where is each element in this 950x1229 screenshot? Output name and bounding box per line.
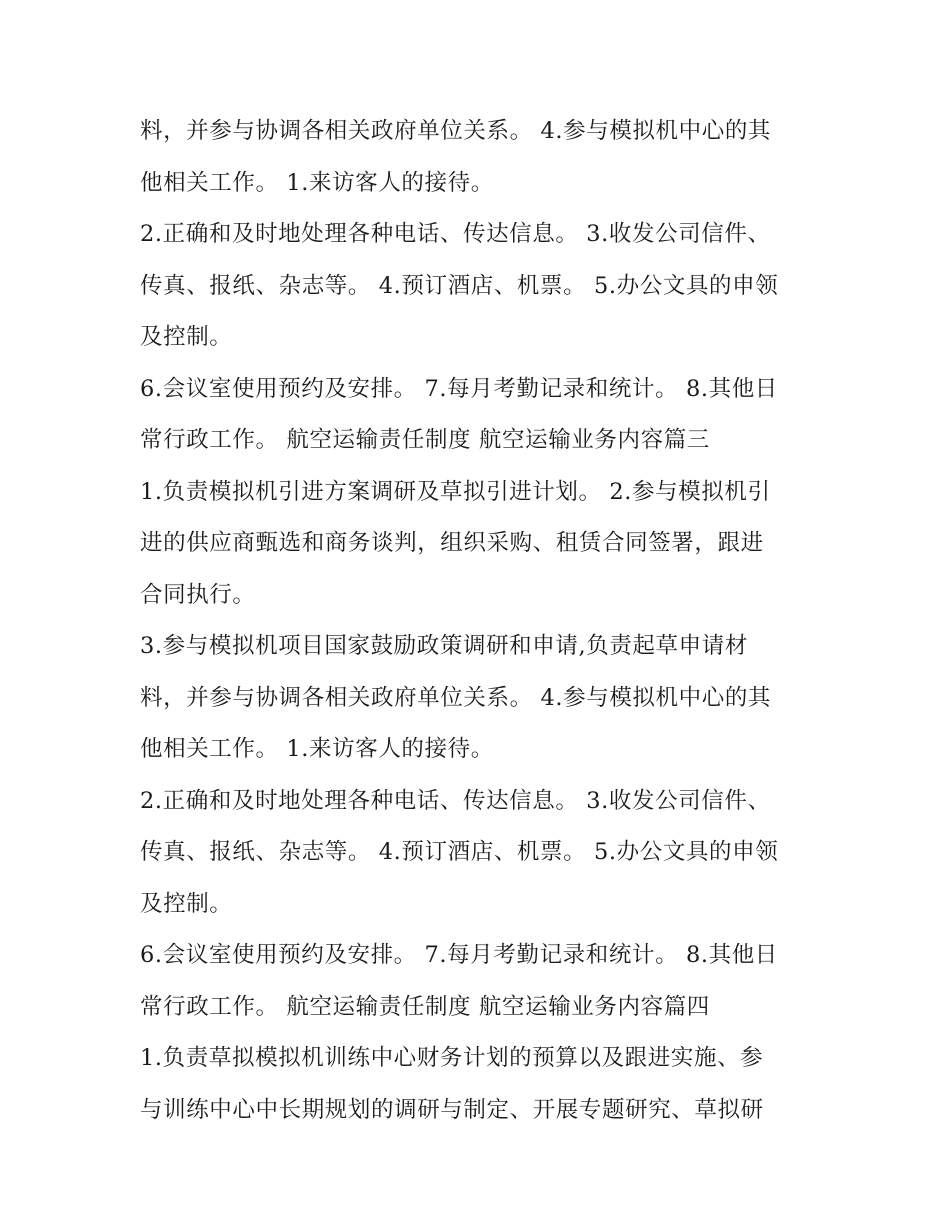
text-line: 常行政工作。 航空运输责任制度 航空运输业务内容篇四 bbox=[140, 993, 710, 1020]
text-line: 料，并参与协调各相关政府单位关系。 4.参与模拟机中心的其 bbox=[140, 684, 772, 711]
text-line: 及控制。 bbox=[140, 324, 233, 350]
text-line: 进的供应商甄选和商务谈判，组织采购、租赁合同签署，跟进 bbox=[140, 530, 764, 556]
text-line: 他相关工作。 1.来访客人的接待。 bbox=[140, 736, 494, 762]
text-line: 常行政工作。 航空运输责任制度 航空运输业务内容篇三 bbox=[140, 427, 710, 453]
text-line: 2.正确和及时地处理各种电话、传达信息。 3.收发公司信件、 bbox=[140, 787, 771, 814]
text-line: 2.正确和及时地处理各种电话、传达信息。 3.收发公司信件、 bbox=[140, 221, 771, 247]
text-line: 他相关工作。 1.来访客人的接待。 bbox=[140, 169, 494, 196]
text-line: 传真、报纸、杂志等。 4.预订酒店、机票。 5.办公文具的申领 bbox=[140, 272, 779, 299]
text-line: 料，并参与协调各相关政府单位关系。 4.参与模拟机中心的其 bbox=[140, 118, 772, 144]
text-line: 6.会议室使用预约及安排。 7.每月考勤记录和统计。 8.其他日 bbox=[140, 375, 778, 402]
text-line: 6.会议室使用预约及安排。 7.每月考勤记录和统计。 8.其他日 bbox=[140, 942, 778, 968]
document-body bbox=[140, 106, 820, 1136]
text-line: 与训练中心中长期规划的调研与制定、开展专题研究、草拟研 bbox=[140, 1096, 764, 1123]
text-line: 及控制。 bbox=[140, 890, 233, 917]
text-line: 合同执行。 bbox=[140, 581, 256, 608]
text-line: 1.负责草拟模拟机训练中心财务计划的预算以及跟进实施、参 bbox=[140, 1045, 764, 1071]
text-line: 1.负责模拟机引进方案调研及草拟引进计划。 2.参与模拟机引 bbox=[140, 478, 771, 505]
text-line: 3.参与模拟机项目国家鼓励政策调研和申请,负责起草申请材 bbox=[140, 633, 748, 659]
text-line: 传真、报纸、杂志等。 4.预订酒店、机票。 5.办公文具的申领 bbox=[140, 839, 779, 865]
